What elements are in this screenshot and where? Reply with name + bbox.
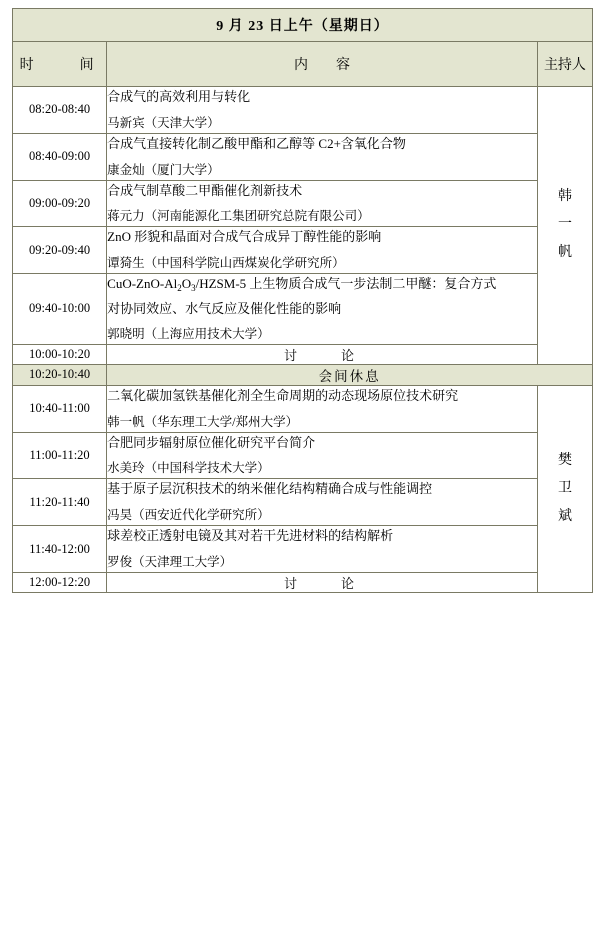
host-char: 韩 <box>557 189 572 205</box>
row-title: ZnO 形貌和晶面对合成气合成异丁醇性能的影响 <box>107 229 382 245</box>
row-speaker: 谭猗生（中国科学院山西煤炭化学研究所） <box>107 256 345 271</box>
formula-part: CuO-ZnO-Al <box>107 276 178 292</box>
table-row <box>13 274 593 345</box>
row-speaker: 韩一帆（华东理工大学/郑州大学） <box>107 414 299 429</box>
row-speaker: 康金灿（厦门大学） <box>107 162 220 177</box>
row-speaker: 郭晓明（上海应用技术大学） <box>107 326 270 341</box>
row-content <box>107 274 538 345</box>
row-time: 09:00-09:20 <box>13 180 107 227</box>
schedule-page <box>0 8 605 945</box>
formula-sub: 2 <box>177 283 182 294</box>
formula-sub: 3 <box>191 283 196 294</box>
table-row <box>13 227 593 274</box>
row-time: 10:00-10:20 <box>13 344 107 364</box>
row-content <box>107 180 538 227</box>
row-speaker: 冯昊（西安近代化学研究所） <box>107 508 270 523</box>
row-content <box>107 432 538 479</box>
row-speaker: 水美玲（中国科学技术大学） <box>107 461 270 476</box>
formula-part: /HZSM-5 上生物质合成气一步法制二甲醚：复合方式 <box>195 276 497 292</box>
host-cell-first <box>537 87 592 365</box>
row-title: 二氧化碳加氢铁基催化剂全生命周期的动态现场原位技术研究 <box>107 387 459 403</box>
row-content <box>107 526 538 573</box>
table-row <box>13 526 593 573</box>
row-speaker: 罗俊（天津理工大学） <box>107 554 233 569</box>
row-content <box>107 479 538 526</box>
row-content <box>107 227 538 274</box>
row-speaker: 马新宾（天津大学） <box>107 115 220 130</box>
host-char: 樊 <box>557 452 572 468</box>
header-host: 主持人 <box>537 42 592 87</box>
row-content <box>107 87 538 134</box>
header-time: 时 间 <box>13 42 107 87</box>
host-char: 帆 <box>557 245 572 261</box>
row-title: 合成气直接转化制乙酸甲酯和乙醇等 C2+含氧化合物 <box>107 135 406 151</box>
row-time: 09:40-10:00 <box>13 274 107 345</box>
row-time: 11:20-11:40 <box>13 479 107 526</box>
row-time: 11:00-11:20 <box>13 432 107 479</box>
row-title: 合成气的高效利用与转化 <box>107 89 251 104</box>
table-row <box>13 133 593 180</box>
row-title <box>107 274 537 295</box>
row-title: 合成气制草酸二甲酯催化剂新技术 <box>107 182 303 198</box>
row-time: 12:00-12:20 <box>13 572 107 592</box>
formula-part: O <box>181 276 192 292</box>
table-row <box>13 87 593 134</box>
row-time: 11:40-12:00 <box>13 526 107 573</box>
table-header-row <box>13 42 593 87</box>
row-content <box>107 385 538 432</box>
host-cell-second <box>537 385 592 592</box>
host-char: 斌 <box>557 508 572 524</box>
host-char: 一 <box>557 217 572 233</box>
table-row-discussion <box>13 344 593 364</box>
row-title-line2: 对协同效应、水气反应及催化性能的影响 <box>107 300 342 316</box>
schedule-table <box>12 8 593 593</box>
row-content <box>107 133 538 180</box>
header-content: 内 容 <box>107 42 538 87</box>
page-title: 9 月 23 日上午（星期日） <box>13 9 593 42</box>
table-row-discussion <box>13 572 593 592</box>
row-title: 球差校正透射电镜及其对若干先进材料的结构解析 <box>107 528 394 544</box>
row-title: 基于原子层沉积技术的纳米催化结构精确合成与性能调控 <box>107 481 433 497</box>
table-title-row <box>13 9 593 42</box>
host-char: 卫 <box>557 480 572 496</box>
table-row <box>13 385 593 432</box>
row-time: 08:40-09:00 <box>13 133 107 180</box>
table-row <box>13 180 593 227</box>
row-time: 10:40-11:00 <box>13 385 107 432</box>
row-speaker: 蒋元力（河南能源化工集团研究总院有限公司） <box>107 209 370 224</box>
table-row <box>13 432 593 479</box>
discussion-label: 讨 论 <box>107 344 538 364</box>
row-time: 09:20-09:40 <box>13 227 107 274</box>
table-row <box>13 479 593 526</box>
row-title: 合肥同步辐射原位催化研究平台简介 <box>107 434 316 450</box>
row-time: 08:20-08:40 <box>13 87 107 134</box>
break-time: 10:20-10:40 <box>13 364 107 385</box>
discussion-label: 讨 论 <box>107 572 538 592</box>
break-label: 会间休息 <box>107 364 593 385</box>
break-row <box>13 364 593 385</box>
